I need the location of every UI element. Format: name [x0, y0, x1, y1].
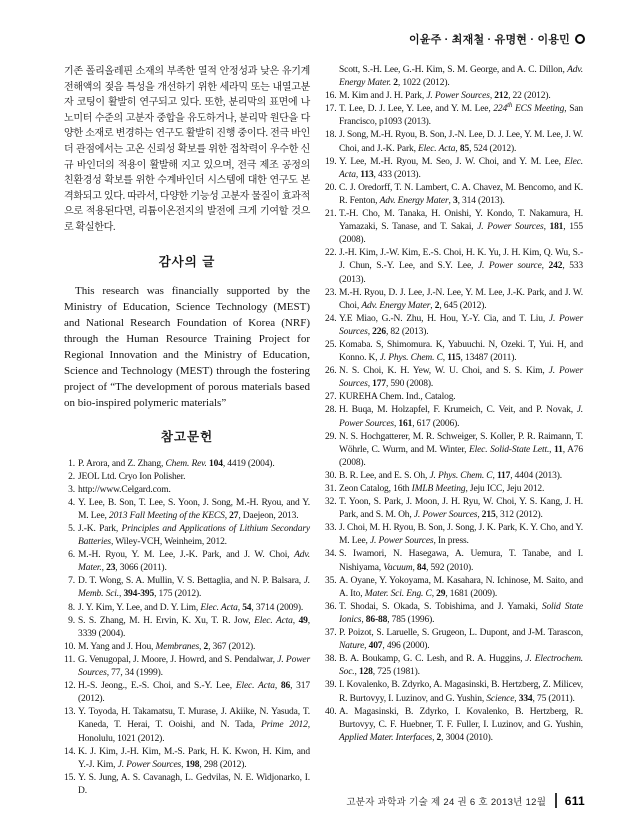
reference-item — [64, 706, 310, 745]
reference-item — [325, 483, 583, 496]
reference-text: T. Yoon, S. Park, J. Moon, J. H. Ryu, W. Choi, Y. S. Kang, J. H. Park, and S. M. Oh, J. Power Sources, 215, 312 (2012). — [339, 497, 583, 521]
reference-number: 25. — [325, 339, 337, 350]
acknowledgment-heading: 감사의 글 — [158, 254, 216, 269]
reference-number: 9. — [68, 615, 75, 626]
reference-item — [325, 208, 583, 247]
reference-item — [64, 471, 310, 484]
reference-text: H.-S. Jeong., E.-S. Choi, and S.-Y. Lee, Elec. Acta, 86, 317 (2012). — [78, 681, 310, 705]
reference-number: 10. — [64, 641, 76, 652]
reference-text: J.-K. Park, Principles and Applications of Lithium Secondary Batteries, Wiley-VCH, Weinheim, 2012. — [78, 524, 310, 548]
reference-text: M. Yang and J. Hou, Membranes, 2, 367 (2012). — [78, 641, 256, 652]
reference-text: Y. S. Jung, A. S. Cavanagh, L. Gedvilas, N. E. Widjonarko, I. D. — [78, 772, 310, 796]
two-column-body — [64, 64, 583, 798]
reference-text: T. Lee, D. J. Lee, Y. Lee, and Y. M. Lee, 224th ECS Meeting, San Francisco, p1093 (2013). — [339, 101, 583, 128]
reference-number: 1. — [68, 458, 75, 469]
reference-text: B. A. Boukamp, G. C. Lesh, and R. A. Huggins, J. Electrochem. Soc., 128, 725 (1981). — [339, 654, 583, 678]
reference-text: Zeon Catalog, 16th IMLB Meeting, Jeju ICC, Jeju 2012. — [339, 484, 545, 494]
reference-item — [325, 627, 583, 653]
acknowledgment-paragraph: This research was financially supported by the Ministry of Education, Science Technology (MEST) and National Research Foundation of Korea (NRF) through the Human Resource Training Project for Regional Innovation and the Ministry of Education, Science and Technology (MEST) through the fostering project of “The development of porous materials based on bio-inspired polymeric materials” — [64, 284, 310, 409]
reference-number: 22. — [325, 248, 337, 259]
reference-text: Y. Toyoda, H. Takamatsu, T. Murase, J. Akiike, N. Yasuda, T. Kaneda, T. Herai, T. Ooishi, and N. Tada, Prime 2012, Honolulu, 1021 (2012). — [78, 707, 310, 744]
left-column — [64, 64, 310, 798]
reference-item — [325, 391, 583, 404]
reference-text: Y. Lee, B. Son, T. Lee, S. Yoon, J. Song, M.-H. Ryou, and Y. M. Lee, 2013 Fall Meeting of the KECS, 27, Daejeon, 2013. — [78, 497, 310, 521]
reference-text: JEOL Ltd. Cryo Ion Polisher. — [78, 471, 186, 482]
reference-number: 35. — [325, 575, 337, 586]
reference-item — [325, 182, 583, 208]
reference-number: 23. — [325, 287, 337, 298]
reference-item — [325, 129, 583, 155]
reference-item — [64, 615, 310, 641]
author-badge-circle-icon — [575, 34, 585, 44]
reference-number: 16. — [325, 91, 337, 102]
reference-item — [325, 313, 583, 339]
reference-item — [64, 746, 310, 772]
reference-text: J.-H. Kim, J.-W. Kim, E.-S. Choi, H. K. Yu, J. H. Kim, Q. Wu, S.-J. Chun, S.-Y. Lee, and S.Y. Lee, J. Power source, 242, 533 (2013). — [339, 248, 584, 285]
reference-item — [325, 103, 583, 129]
reference-number: 29. — [325, 431, 337, 442]
references-list-right — [325, 64, 583, 745]
reference-item — [325, 653, 583, 679]
reference-number: 31. — [325, 484, 337, 494]
reference-number: 11. — [64, 654, 76, 665]
reference-continuation — [325, 64, 583, 90]
reference-text: N. S. Choi, K. H. Yew, W. U. Choi, and S. S. Kim, J. Power Sources, 177, 590 (2008). — [339, 366, 583, 390]
reference-item — [64, 641, 310, 654]
reference-text: K. J. Kim, J.-H. Kim, M.-S. Park, H. K. Kwon, H. Kim, and Y.-J. Kim, J. Power Sources, 198, 298 (2012). — [78, 746, 310, 770]
reference-text: T.-H. Cho, M. Tanaka, H. Onishi, Y. Kondo, T. Nakamura, H. Yamazaki, S. Tanase, and T. Sakai, J. Power Sources, 181, 155 (2008). — [339, 209, 583, 246]
reference-text: M.-H. Ryou, Y. M. Lee, J.-K. Park, and J. W. Choi, Adv. Mater., 23, 3066 (2011). — [78, 550, 310, 574]
author-names: 이윤주 · 최재철 · 유명현 · 이용민 — [408, 34, 570, 46]
reference-text: Y.E Miao, G.-N. Zhu, H. Hou, Y.-Y. Cia, and T. Liu, J. Power Sources, 226, 82 (2013). — [339, 313, 583, 337]
reference-number: 36. — [325, 601, 337, 612]
reference-text: C. J. Oredorff, T. N. Lambert, C. A. Chavez, M. Bencomo, and K. R. Fenton, Adv. Energy Mater, 3, 314 (2013). — [339, 182, 583, 206]
reference-number: 18. — [325, 130, 337, 141]
reference-text: S. S. Zhang, M. H. Ervin, K. Xu, T. R. Jow, Elec. Acta, 49, 3339 (2004). — [78, 615, 310, 639]
reference-text: S. Iwamori, N. Hasegawa, A. Uemura, T. Tanabe, and I. Nishiyama, Vacuum, 84, 592 (2010). — [339, 549, 583, 573]
reference-item — [325, 496, 583, 522]
reference-number: 17. — [325, 104, 337, 115]
reference-item — [325, 339, 583, 365]
reference-item — [64, 602, 310, 615]
reference-item — [64, 772, 310, 798]
reference-number: 28. — [325, 405, 337, 416]
reference-number: 6. — [68, 550, 75, 561]
reference-text: Komaba. S, Shimomura. K, Yabuuchi. N, Ozeki. T, Yui. H, and Konno. K, J. Phys. Chem. C, 115, 13487 (2011). — [339, 339, 583, 364]
reference-number: 38. — [325, 654, 337, 665]
reference-text: P. Arora, and Z. Zhang, Chem. Rev. 104, 4419 (2004). — [78, 458, 275, 469]
reference-number: 40. — [325, 706, 337, 717]
reference-number: 34. — [325, 549, 337, 560]
reference-number: 2. — [68, 471, 75, 482]
reference-text: M.-H. Ryou, D. J. Lee, J.-N. Lee, Y. M. Lee, J.-K. Park, and J. W. Choi, Adv. Energy Mater, 2, 645 (2012). — [339, 287, 583, 311]
reference-text: D. T. Wong, S. A. Mullin, V. S. Bettaglia, and N. P. Balsara, J. Memb. Sci., 394-395, 175 (2012). — [78, 576, 310, 600]
reference-item — [64, 484, 310, 497]
reference-item — [325, 522, 583, 548]
reference-number: 20. — [325, 182, 337, 193]
reference-text: B. R. Lee, and E. S. Oh, J. Phys. Chem. C, 117, 4404 (2013). — [339, 470, 562, 481]
right-column — [325, 64, 583, 798]
page-number: 611 — [564, 793, 585, 808]
reference-number: 32. — [325, 497, 337, 508]
reference-text: P. Poizot, S. Laruelle, S. Grugeon, L. Dupont, and J-M. Tarascon, Nature, 407, 496 (2000). — [339, 628, 583, 652]
reference-number: 12. — [64, 681, 76, 692]
reference-item — [64, 654, 310, 680]
reference-item — [64, 549, 310, 575]
reference-number: 21. — [325, 209, 337, 220]
reference-number: 15. — [64, 772, 76, 783]
footer-divider — [555, 793, 557, 808]
reference-text: Y. Lee, M.-H. Ryou, M. Seo, J. W. Choi, and Y. M. Lee, Elec. Acta, 113, 433 (2013). — [339, 156, 583, 180]
references-heading: 참고문헌 — [160, 429, 214, 444]
reference-item — [325, 431, 583, 470]
reference-item — [325, 548, 583, 574]
authors-line — [409, 31, 585, 47]
reference-text: I. Kovalenko, B. Zdyrko, A. Magasinski, B. Hertzberg, Z. Milicev, R. Burtovyy, I. Luzinov, and G. Yushin, Science, 334, 75 (2011). — [339, 680, 583, 704]
reference-item — [64, 497, 310, 523]
reference-number: 33. — [325, 523, 337, 534]
reference-text: J. Song, M.-H. Ryou, B. Son, J.-N. Lee, D. J. Lee, Y. M. Lee, J. W. Choi, and J.-K. Park, Elec. Acta, 85, 524 (2012). — [339, 130, 583, 154]
reference-number: 13. — [64, 707, 76, 718]
reference-number: 7. — [68, 576, 75, 587]
references-list-left — [64, 458, 310, 798]
reference-text: M. Kim and J. H. Park, J. Power Sources, 212, 22 (2012). — [339, 91, 551, 102]
reference-number: 24. — [325, 313, 337, 324]
reference-text: G. Venugopal, J. Moore, J. Howrd, and S. Pendalwar, J. Power Sources, 77, 34 (1999). — [78, 654, 310, 679]
reference-item — [325, 575, 583, 601]
reference-text: A. Magasinski, B. Zdyrko, I. Kovalenko, B. Hertzberg, R. Burtovyy, C. F. Huebner, T. F. Fuller, I. Luzinov, and G. Yushin, Applied Mater. Interfaces, 2, 3004 (2010). — [339, 706, 583, 743]
reference-text: http://www.Celgard.com. — [78, 484, 171, 495]
reference-text: A. Oyane, Y. Yokoyama, M. Kasahara, N. Ichinose, M. Saito, and A. Ito, Mater. Sci. Eng. C, 29, 1681 (2009). — [339, 575, 583, 599]
reference-text: H. Buqa, M. Holzapfel, F. Krumeich, C. Veit, and P. Novak, J. Power Sources, 161, 617 (2006). — [339, 405, 583, 429]
reference-item — [325, 404, 583, 430]
reference-number: 5. — [68, 524, 75, 534]
reference-number: 26. — [325, 366, 337, 377]
reference-number: 37. — [325, 628, 337, 639]
reference-text: N. S. Hochgatterer, M. R. Schweiger, S. Koller, P. R. Raimann, T. Wöhrle, C. Wurm, and M. Winter, Elec. Solid-State Lett., 11, A76 (2008). — [339, 431, 583, 468]
reference-item — [325, 90, 583, 103]
reference-item — [325, 287, 583, 313]
reference-item — [325, 470, 583, 483]
reference-number: 39. — [325, 680, 337, 691]
reference-number: 27. — [325, 392, 337, 403]
reference-text: J. Y. Kim, Y. Lee, and D. Y. Lim, Elec. Acta, 54, 3714 (2009). — [78, 602, 304, 613]
reference-item — [64, 575, 310, 601]
reference-text: J. Choi, M. H. Ryou, B. Son, J. Song, J. K. Park, K. Y. Cho, and Y. M. Lee, J. Power Sources, In press. — [339, 523, 583, 547]
reference-item — [64, 458, 310, 471]
reference-text: KUREHA Chem. Ind., Catalog. — [339, 392, 456, 403]
page-footer — [346, 793, 585, 808]
reference-text: T. Shodai, S. Okada, S. Tobishima, and J. Yamaki, Solid State Ionics, 86-88, 785 (1996). — [339, 601, 583, 625]
reference-item — [325, 365, 583, 391]
reference-number: 19. — [325, 156, 337, 167]
reference-number: 3. — [68, 484, 75, 495]
reference-item — [64, 680, 310, 706]
reference-number: 30. — [325, 470, 337, 481]
reference-item — [64, 523, 310, 549]
reference-number: 14. — [64, 746, 76, 757]
reference-text: Scott, S.-H. Lee, G.-H. Kim, S. M. George, and A. C. Dillon, Adv. Energy Mater. 2, 1022 (2012). — [339, 65, 583, 89]
reference-item — [325, 156, 583, 182]
reference-item — [325, 247, 583, 286]
reference-number: 4. — [68, 497, 75, 508]
intro-paragraph-korean: 기존 폴리올레핀 소재의 부족한 열적 안정성과 낮은 유기계 전해액의 젖음 특성을 개선하기 위한 세라믹 또는 내열고분자 코팅이 활발히 연구되고 있다. 또한, 분리막의 표면에 나노미터 수준의 고분자 중합을 유도하거나, 분리막 원단을 다양한 소재로 변경하는 연구도 활발히 진행 중이다. 전극 바인더 관점에서는 고온 신뢰성 확보를 위한 접착력이 우수한 신규 바인더의 적용이 활발해 지고 있으며, 전극 제조 공정의 친환경성 확보를 위한 수계바인더 시스템에 대한 연구도 본격화되고 있다. 따라서, 다양한 기능성 고분자 물질이 효과적으로 적용된다면, 리튬이온전지의 발전에 크게 기여할 것으로 확실한다. — [64, 66, 310, 233]
reference-item — [325, 601, 583, 627]
journal-info: 고분자 과학과 기술 제 24 권 6 호 2013년 12월 — [346, 796, 547, 808]
reference-number: 8. — [68, 602, 75, 613]
reference-item — [325, 706, 583, 745]
reference-item — [325, 679, 583, 705]
